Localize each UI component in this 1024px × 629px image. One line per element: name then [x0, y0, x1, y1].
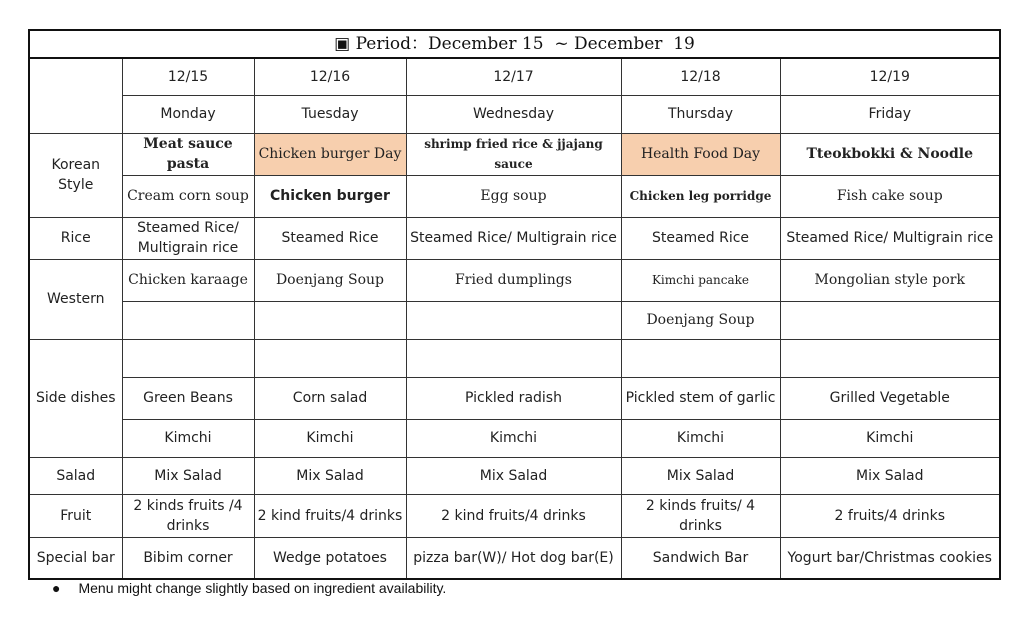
menu-cell: Chicken karaage	[122, 259, 254, 301]
day-cell: Tuesday	[254, 95, 406, 133]
date-cell: 12/19	[780, 58, 1000, 95]
footnote-text: Menu might change slightly based on ingredient availability.	[78, 580, 447, 596]
menu-cell: Mix Salad	[254, 457, 406, 494]
menu-cell: Green Beans	[122, 377, 254, 419]
side-row-1	[29, 339, 1000, 377]
side-row-2	[29, 377, 1000, 419]
menu-cell: Pickled radish	[406, 377, 621, 419]
menu-cell: Doenjang Soup	[254, 259, 406, 301]
menu-cell-highlighted: Health Food Day	[621, 133, 780, 175]
menu-cell: Fried dumplings	[406, 259, 621, 301]
menu-cell: Kimchi	[406, 419, 621, 457]
menu-cell: 2 fruits/4 drinks	[780, 494, 1000, 537]
menu-cell: Steamed Rice/ Multigrain rice	[122, 217, 254, 259]
menu-cell: Corn salad	[254, 377, 406, 419]
menu-cell	[254, 301, 406, 339]
menu-cell: 2 kind fruits/4 drinks	[254, 494, 406, 537]
menu-cell: 2 kinds fruits /4 drinks	[122, 494, 254, 537]
period-title: ▣ Period：December 15 ~ December 19	[29, 30, 1000, 58]
menu-cell: pizza bar(W)/ Hot dog bar(E)	[406, 537, 621, 579]
category-fruit: Fruit	[29, 494, 122, 537]
day-cell: Thursday	[621, 95, 780, 133]
menu-cell: Pickled stem of garlic	[621, 377, 780, 419]
menu-cell: Chicken burger	[254, 175, 406, 217]
menu-cell: Mix Salad	[780, 457, 1000, 494]
special-row	[29, 537, 1000, 579]
menu-cell: Mongolian style pork	[780, 259, 1000, 301]
menu-cell: Steamed Rice	[254, 217, 406, 259]
menu-cell: Chicken leg porridge	[621, 175, 780, 217]
menu-cell	[122, 301, 254, 339]
menu-cell: Meat sauce pasta	[122, 133, 254, 175]
menu-table	[28, 29, 1001, 580]
date-cell: 12/18	[621, 58, 780, 95]
category-salad: Salad	[29, 457, 122, 494]
menu-cell	[122, 339, 254, 377]
menu-cell: Steamed Rice	[621, 217, 780, 259]
menu-cell: Kimchi	[122, 419, 254, 457]
menu-cell: Kimchi	[780, 419, 1000, 457]
menu-cell: 2 kinds fruits/ 4 drinks	[621, 494, 780, 537]
bullet-icon: ●	[52, 580, 61, 596]
day-row	[29, 95, 1000, 133]
day-cell: Wednesday	[406, 95, 621, 133]
menu-cell: 2 kind fruits/4 drinks	[406, 494, 621, 537]
category-special-bar: Special bar	[29, 537, 122, 579]
menu-cell	[406, 301, 621, 339]
corner-cell	[29, 58, 122, 133]
menu-cell: Tteokbokki & Noodle	[780, 133, 1000, 175]
menu-cell: Mix Salad	[621, 457, 780, 494]
fruit-row	[29, 494, 1000, 537]
category-rice: Rice	[29, 217, 122, 259]
menu-cell: Cream corn soup	[122, 175, 254, 217]
title-row	[29, 30, 1000, 58]
menu-cell: Doenjang Soup	[621, 301, 780, 339]
rice-row	[29, 217, 1000, 259]
menu-cell: Wedge potatoes	[254, 537, 406, 579]
date-cell: 12/17	[406, 58, 621, 95]
category-korean-style: Korean Style	[29, 133, 122, 217]
menu-cell-highlighted: Chicken burger Day	[254, 133, 406, 175]
menu-cell	[780, 339, 1000, 377]
menu-cell: Fish cake soup	[780, 175, 1000, 217]
date-row	[29, 58, 1000, 95]
menu-cell: Bibim corner	[122, 537, 254, 579]
menu-cell: Mix Salad	[122, 457, 254, 494]
footnote	[52, 580, 446, 596]
menu-cell	[780, 301, 1000, 339]
date-cell: 12/16	[254, 58, 406, 95]
date-cell: 12/15	[122, 58, 254, 95]
western-row-1	[29, 259, 1000, 301]
menu-cell: Yogurt bar/Christmas cookies	[780, 537, 1000, 579]
korean-second-row	[29, 175, 1000, 217]
menu-cell: Kimchi pancake	[621, 259, 780, 301]
day-cell: Friday	[780, 95, 1000, 133]
category-western: Western	[29, 259, 122, 339]
menu-cell: Steamed Rice/ Multigrain rice	[406, 217, 621, 259]
western-row-2	[29, 301, 1000, 339]
category-side-dishes: Side dishes	[29, 339, 122, 457]
menu-cell: Egg soup	[406, 175, 621, 217]
menu-cell	[406, 339, 621, 377]
menu-cell: Steamed Rice/ Multigrain rice	[780, 217, 1000, 259]
menu-cell: Kimchi	[621, 419, 780, 457]
menu-cell: Kimchi	[254, 419, 406, 457]
menu-cell	[254, 339, 406, 377]
menu-cell: shrimp fried rice & jjajang sauce	[406, 133, 621, 175]
korean-main-row	[29, 133, 1000, 175]
side-row-3	[29, 419, 1000, 457]
menu-cell: Sandwich Bar	[621, 537, 780, 579]
menu-cell	[621, 339, 780, 377]
menu-cell: Grilled Vegetable	[780, 377, 1000, 419]
salad-row	[29, 457, 1000, 494]
day-cell: Monday	[122, 95, 254, 133]
menu-cell: Mix Salad	[406, 457, 621, 494]
